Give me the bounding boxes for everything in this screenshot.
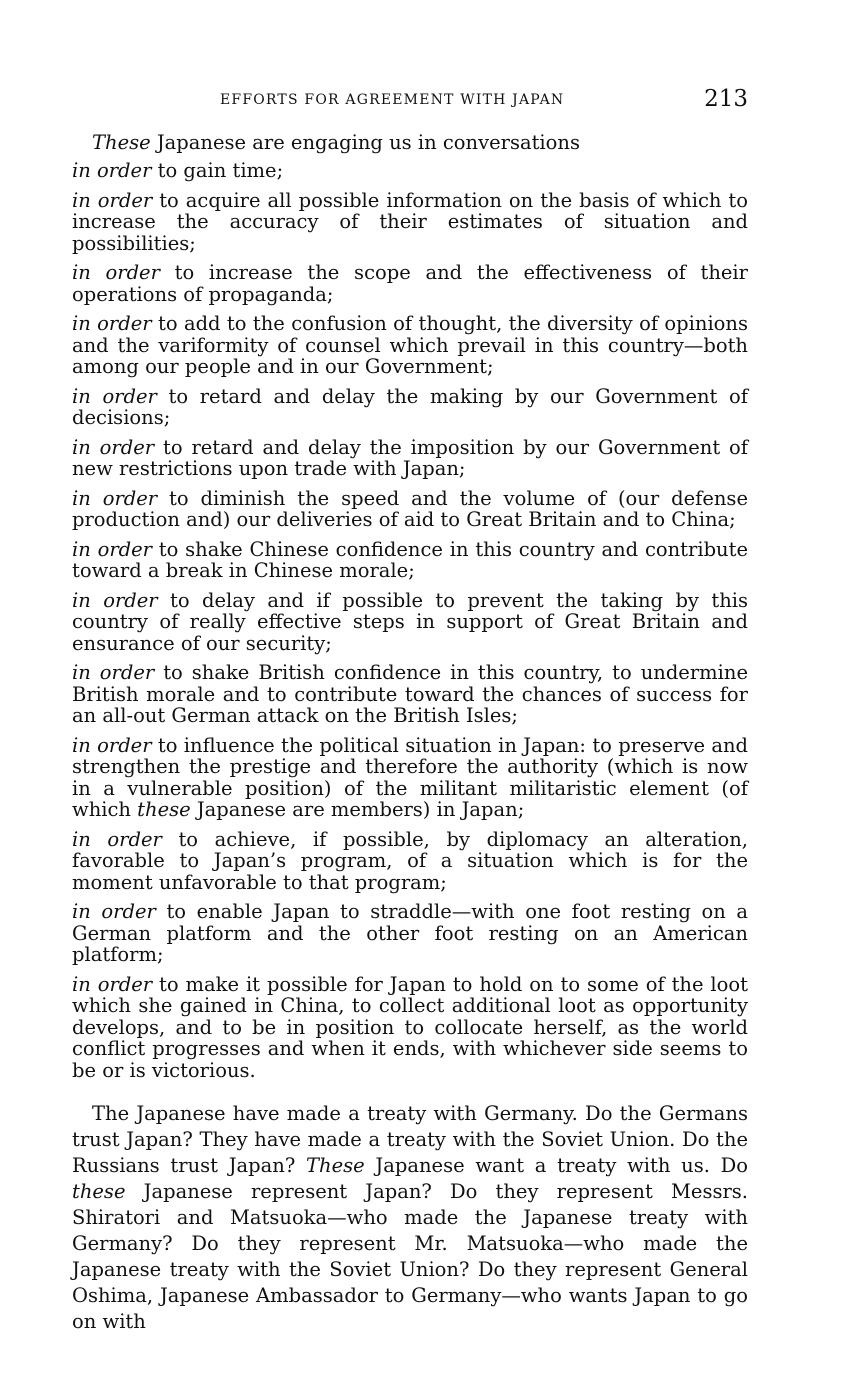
reason-item — [72, 262, 748, 305]
reason-text: to shake Chinese confidence in this country and contribute toward a break in Chinese morale; — [72, 537, 748, 582]
reason-item — [72, 829, 748, 894]
reason-item — [72, 735, 748, 821]
reason-text: to shake British confidence in this country, to undermine British morale and to contribute toward the chances of success for an all-out German attack on the British Isles; — [72, 661, 748, 727]
reason-text: to diminish the speed and the volume of (our defense production and) our deliveries of aid to Great Britain and to China; — [72, 486, 748, 531]
reason-emphasis: in order — [72, 384, 157, 408]
page-body — [72, 132, 748, 1335]
reason-emphasis: in order — [72, 972, 153, 996]
reason-emphasis: in order — [72, 733, 152, 757]
reason-text: to enable Japan to straddle—with one foot resting on a German platform and the other foot resting on an American platform; — [72, 900, 748, 966]
reason-text: to achieve, if possible, by diplomacy an alteration, favorable to Japan’s program, of a situation which is for the moment unfavorable to that program; — [72, 827, 749, 894]
closing-text: The Japanese have made a treaty with Germany. Do the Germans trust Japan? They have made a treaty with the Soviet Union. Do the Russians trust Japan? — [72, 1102, 748, 1177]
reason-item — [72, 313, 748, 378]
reason-emphasis: in order — [72, 312, 152, 335]
reason-text: to retard and delay the imposition by our Government of new restrictions upon trade with Japan; — [72, 435, 748, 480]
closing-paragraph — [72, 1101, 748, 1335]
reason-text: to make it possible for Japan to hold on to some of the loot which she gained in China, to collect additional loot as opportunity develops, and to be in position to collocate herself, as the world conflict progresses and when it ends, with whichever side seems to be or is victorious. — [72, 972, 748, 1082]
reason-emphasis: in order — [72, 827, 162, 851]
running-title: EFFORTS FOR AGREEMENT WITH JAPAN — [220, 92, 565, 108]
reason-emphasis: in order — [72, 159, 152, 182]
reason-emphasis: in order — [72, 188, 153, 212]
closing-text: Japanese want a treaty with us. Do — [364, 1154, 749, 1177]
lead-sentence — [92, 132, 748, 154]
reason-emphasis: in order — [72, 588, 158, 612]
lead-emphasis: These — [92, 131, 151, 154]
reason-text: to gain time; — [151, 159, 284, 182]
reason-text-continued: Japanese are members) in Japan; — [190, 798, 525, 821]
closing-text: Japanese represent Japan? Do they represent Messrs. Shiratori and Matsuoka—who made the Japanese treaty with Germany? Do they represent Mr. Matsuoka—who made the Japanese treaty with the Soviet Union? Do they represent General Oshima, Japanese Ambassador to Germany—who wants Japan to go on with — [72, 1180, 748, 1333]
reason-text: to add to the confusion of thought, the diversity of opinions and the variformity of counsel which prevail in this country—both among our people and in our Government; — [72, 312, 748, 378]
reason-emphasis: in order — [72, 900, 156, 923]
reason-emphasis: in order — [72, 661, 155, 684]
reason-item — [72, 386, 748, 429]
reason-item — [72, 488, 748, 531]
reason-item — [72, 539, 748, 582]
reason-emphasis: in order — [72, 435, 155, 459]
reasons-list — [72, 160, 748, 1081]
running-head — [72, 88, 748, 114]
reason-item — [72, 437, 748, 480]
reason-emphasis: in order — [72, 486, 158, 510]
reason-text: to acquire all possible information on the basis of which to increase the accuracy of their estimates of situation and possibilities; — [72, 188, 749, 255]
lead-text: Japanese are engaging us in conversations — [150, 131, 580, 154]
page-number: 213 — [704, 86, 748, 112]
closing-emphasis: These — [306, 1154, 365, 1177]
reason-item — [72, 190, 748, 255]
reason-emphasis: in order — [72, 261, 160, 284]
reason-item — [72, 160, 748, 182]
reason-emphasis-inline: these — [137, 798, 191, 821]
reason-text: to retard and delay the making by our Government of decisions; — [72, 384, 748, 429]
reason-text: to delay and if possible to prevent the taking by this country of really effective steps in support of Great Britain and ensurance of our security; — [72, 588, 749, 655]
reason-text: to influence the political situation in Japan: to preserve and strengthen the prestige and therefore the authority (which is now in a vulnerable position) of the militant militaristic element (of which — [72, 733, 749, 821]
reason-emphasis: in order — [72, 537, 152, 561]
reason-item — [72, 974, 748, 1082]
closing-emphasis: these — [72, 1180, 126, 1203]
reason-item — [72, 901, 748, 966]
reason-text: to increase the scope and the effectiveness of their operations of propaganda; — [72, 261, 748, 306]
reason-item — [72, 590, 748, 655]
reason-item — [72, 662, 748, 727]
